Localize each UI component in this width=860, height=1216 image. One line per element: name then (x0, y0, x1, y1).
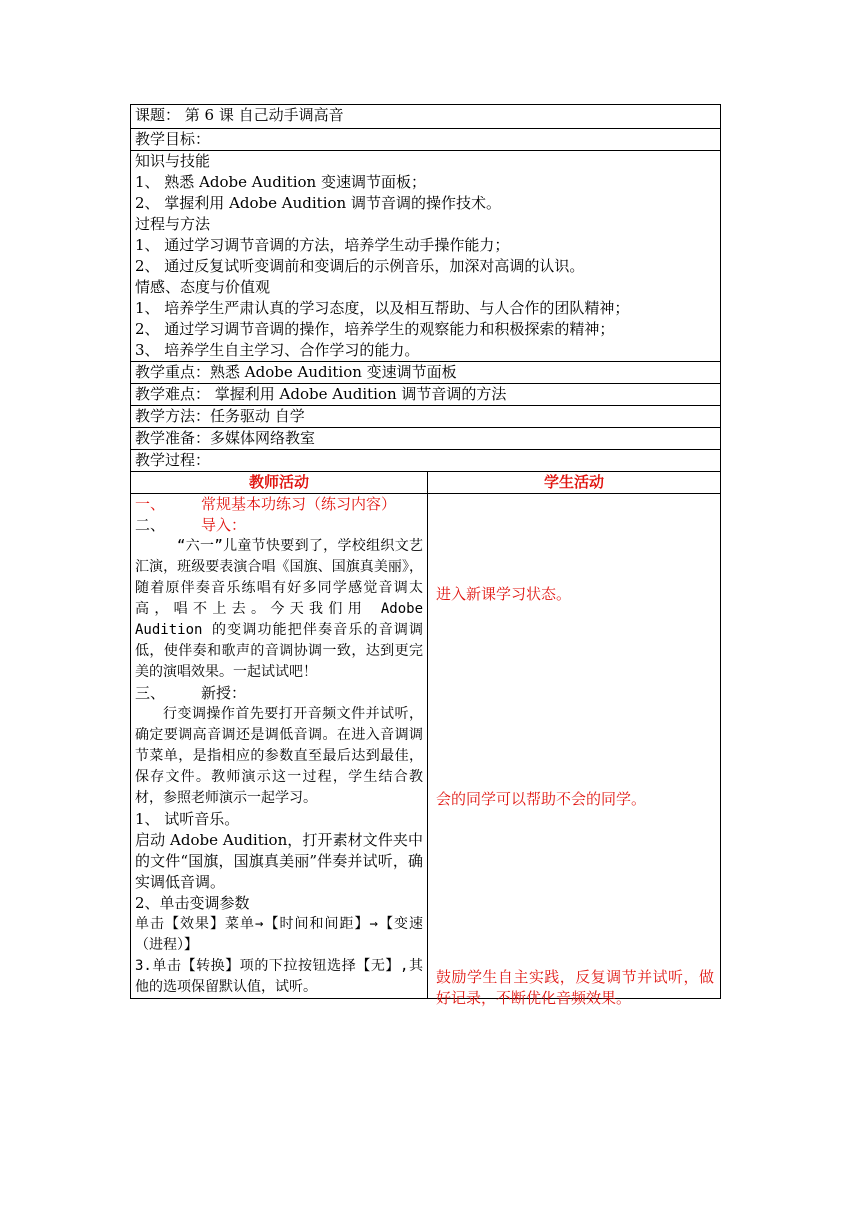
teacher-activity-header: 教师活动 (131, 472, 428, 494)
process-heading: 过程与方法 (135, 215, 211, 233)
lesson-plan-table (130, 104, 721, 1007)
key-point: 教学重点：熟悉 Adobe Audition 变速调节面板 (131, 362, 721, 384)
knowledge-heading: 知识与技能 (135, 152, 211, 170)
step-one-detail: 启动 Adobe Audition，打开素材文件夹中的文件“国旗，国旗真美丽”伴奏并试听，确实调低音调。 (135, 831, 423, 891)
teaching-preparation: 教学准备：多媒体网络教室 (131, 428, 721, 450)
student-activity-header: 学生活动 (428, 472, 721, 494)
intro-paragraph: “六一”儿童节快要到了，学校组织文艺汇演，班级要表演合唱《国旗、国旗真美丽》，随着原伴奏音乐练唱有好多同学感觉音调太高，唱不上去。今天我们用 Adobe Audition 的变调功能把伴奏音乐的音调调低，使伴奏和歌声的音调协调一致，达到更完美的演唱效果。一起试试吧！ (135, 538, 423, 680)
emotion-item: 1、 培养学生严肃认真的学习态度，以及相互帮助、与人合作的团队精神； (135, 299, 630, 317)
objectives-body (131, 151, 721, 362)
new-lesson-paragraph: 行变调操作首先要打开音频文件并试听，确定要调高音调还是调低音调。在进入音调调节菜单，是指相应的参数直至最后达到最佳，保存文件。教师演示这一过程，学生结合教材，参照老师演示一起学习。 (135, 706, 423, 806)
student-note-1: 进入新课学习状态。 (436, 585, 572, 603)
emotion-item: 3、 培养学生自主学习、合作学习的能力。 (135, 341, 420, 359)
section-one: 一、 常规基本功练习（练习内容） (135, 495, 397, 513)
student-note-2: 会的同学可以帮助不会的同学。 (436, 790, 647, 808)
emotion-heading: 情感、态度与价值观 (135, 278, 271, 296)
section-three: 三、 新授： (135, 684, 247, 702)
process-item: 1、 通过学习调节音调的方法，培养学生动手操作能力； (135, 236, 510, 254)
step-three: 3.单击【转换】项的下拉按钮选择【无】,其他的选项保留默认值，试听。 (135, 958, 423, 995)
process-item: 2、 通过反复试听变调前和变调后的示例音乐，加深对高调的认识。 (135, 257, 585, 275)
step-one: 1、 试听音乐。 (135, 810, 240, 828)
student-note-3: 鼓励学生自主实践，反复调节并试听，做好记录，不断优化音频效果。 (436, 968, 714, 1007)
knowledge-item: 2、 掌握利用 Adobe Audition 调节音调的操作技术。 (135, 194, 501, 212)
teaching-method: 教学方法：任务驱动 自学 (131, 406, 721, 428)
student-activity-cell (428, 494, 721, 1007)
teacher-activity-cell (131, 494, 428, 999)
step-two-detail: 单击【效果】菜单→【时间和间距】→【变速（进程）】 (135, 916, 423, 953)
teaching-process-label: 教学过程： (131, 450, 721, 472)
emotion-item: 2、 通过学习调节音调的操作，培养学生的观察能力和积极探索的精神； (135, 320, 615, 338)
section-two: 二、 导入： (135, 516, 247, 534)
objectives-label: 教学目标： (131, 129, 721, 151)
lesson-title: 课题： 第 6 课 自己动手调高音 (131, 105, 721, 129)
lesson-plan-page (130, 104, 720, 1007)
knowledge-item: 1、 熟悉 Adobe Audition 变速调节面板； (135, 173, 426, 191)
difficulty: 教学难点： 掌握利用 Adobe Audition 调节音调的方法 (131, 384, 721, 406)
step-two: 2、单击变调参数 (135, 894, 250, 912)
